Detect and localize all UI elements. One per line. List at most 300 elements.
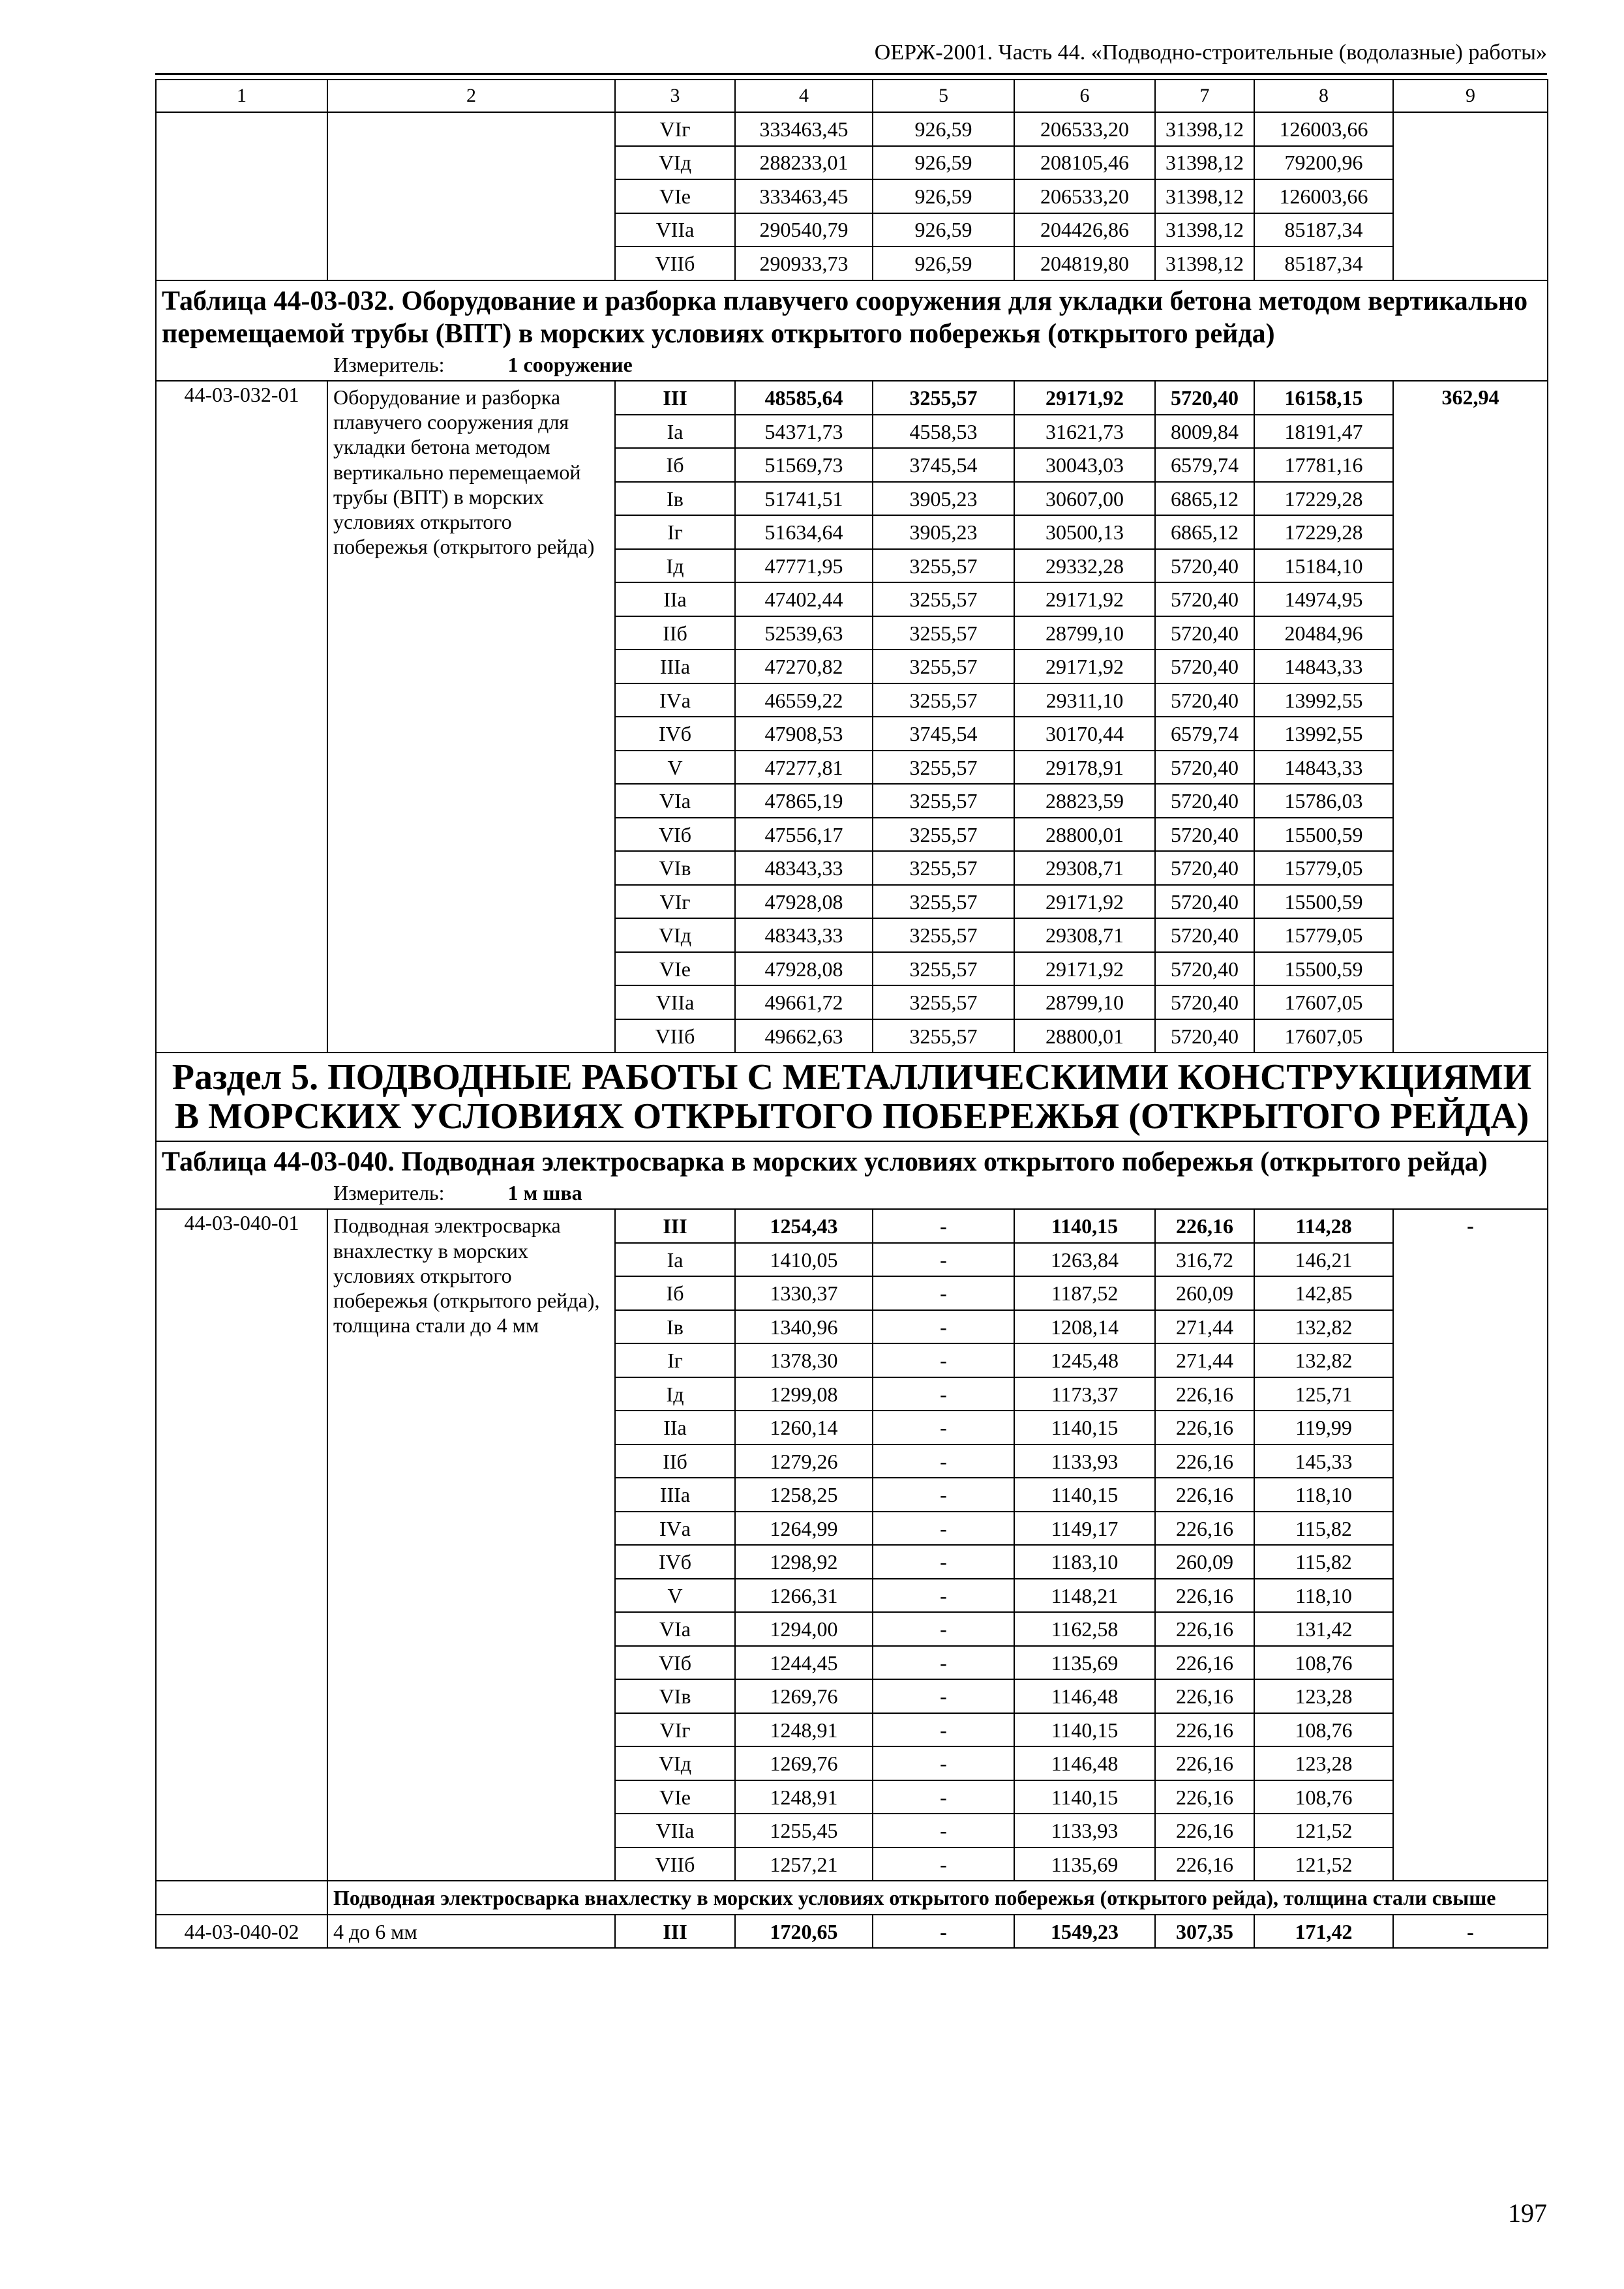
value-cell: 1133,93 — [1014, 1444, 1155, 1478]
value-cell: 5720,40 — [1155, 549, 1254, 583]
value-cell: 30500,13 — [1014, 515, 1155, 549]
value-cell: 28799,10 — [1014, 616, 1155, 650]
value-cell: V — [615, 1579, 735, 1613]
value-cell: 5720,40 — [1155, 851, 1254, 885]
col9-cell — [1393, 146, 1548, 180]
value-cell: Iг — [615, 515, 735, 549]
value-cell: VIб — [615, 818, 735, 852]
value-cell: 18191,47 — [1254, 415, 1393, 449]
value-cell: 1135,69 — [1014, 1848, 1155, 1881]
value-cell: 31621,73 — [1014, 415, 1155, 449]
column-number: 1 — [156, 80, 327, 112]
value-cell: 1720,65 — [735, 1915, 873, 1949]
value-cell: 14974,95 — [1254, 582, 1393, 616]
table-title-row — [156, 1141, 1548, 1209]
value-cell: 126003,66 — [1254, 112, 1393, 146]
value-cell: 29311,10 — [1014, 683, 1155, 717]
table-row — [156, 381, 1548, 415]
value-cell: 206533,20 — [1014, 112, 1155, 146]
value-cell: 54371,73 — [735, 415, 873, 449]
description-cell: Подводная электросварка внахлестку в морских условиях открытого побережья (открытого рейда), толщина стали до 4 мм — [327, 1209, 615, 1881]
value-cell: VIг — [615, 1713, 735, 1747]
value-cell: 17229,28 — [1254, 515, 1393, 549]
value-cell: 5720,40 — [1155, 1019, 1254, 1053]
value-cell: 46559,22 — [735, 683, 873, 717]
value-cell: 226,16 — [1155, 1377, 1254, 1411]
table-row — [156, 112, 1548, 146]
value-cell: 6865,12 — [1155, 515, 1254, 549]
value-cell: 1263,84 — [1014, 1243, 1155, 1277]
value-cell: VIIа — [615, 985, 735, 1019]
column-number: 6 — [1014, 80, 1155, 112]
value-cell: 271,44 — [1155, 1310, 1254, 1344]
value-cell: 15500,59 — [1254, 818, 1393, 852]
value-cell: 1140,15 — [1014, 1411, 1155, 1444]
value-cell: 1340,96 — [735, 1310, 873, 1344]
value-cell: 5720,40 — [1155, 582, 1254, 616]
value-cell: - — [873, 1512, 1014, 1546]
value-cell: 5720,40 — [1155, 985, 1254, 1019]
value-cell: 3255,57 — [873, 784, 1014, 818]
value-cell: 52539,63 — [735, 616, 873, 650]
code-cell — [156, 1881, 327, 1915]
value-cell: 260,09 — [1155, 1276, 1254, 1310]
value-cell: 3255,57 — [873, 918, 1014, 952]
value-cell: 1162,58 — [1014, 1612, 1155, 1646]
value-cell: 204819,80 — [1014, 247, 1155, 280]
value-cell: 13992,55 — [1254, 683, 1393, 717]
description-cell: Оборудование и разборка плавучего сооружения для укладки бетона методом вертикально перемещаемой трубы (ВПТ) в морских условиях открытого побережья (открытого рейда) — [327, 381, 615, 1053]
value-cell: - — [873, 1411, 1014, 1444]
value-cell: 118,10 — [1254, 1478, 1393, 1512]
value-cell: 5720,40 — [1155, 918, 1254, 952]
value-cell: 15779,05 — [1254, 918, 1393, 952]
value-cell: 14843,33 — [1254, 650, 1393, 683]
value-cell: 3255,57 — [873, 885, 1014, 919]
code-cell — [156, 112, 327, 146]
value-cell: 316,72 — [1155, 1243, 1254, 1277]
value-cell: 1264,99 — [735, 1512, 873, 1546]
value-cell: 108,76 — [1254, 1780, 1393, 1814]
price-table — [155, 79, 1548, 1949]
value-cell: 1140,15 — [1014, 1713, 1155, 1747]
value-cell: 1266,31 — [735, 1579, 873, 1613]
value-cell: 226,16 — [1155, 1780, 1254, 1814]
value-cell: 29171,92 — [1014, 885, 1155, 919]
value-cell: 1133,93 — [1014, 1814, 1155, 1848]
value-cell: 1146,48 — [1014, 1746, 1155, 1780]
col9-cell — [1393, 1209, 1548, 1881]
value-cell: V — [615, 751, 735, 785]
value-cell: - — [873, 1478, 1014, 1512]
value-cell: 1254,43 — [735, 1209, 873, 1243]
value-cell: - — [873, 1612, 1014, 1646]
value-cell: 226,16 — [1155, 1646, 1254, 1680]
value-cell: 926,59 — [873, 112, 1014, 146]
value-cell: IVа — [615, 683, 735, 717]
value-cell: 226,16 — [1155, 1848, 1254, 1881]
value-cell: 17607,05 — [1254, 1019, 1393, 1053]
value-cell: VIа — [615, 1612, 735, 1646]
value-cell: 226,16 — [1155, 1612, 1254, 1646]
value-cell: 145,33 — [1254, 1444, 1393, 1478]
value-cell: VIг — [615, 112, 735, 146]
table-row — [156, 1915, 1548, 1949]
value-cell: 30607,00 — [1014, 482, 1155, 516]
value-cell: 3255,57 — [873, 818, 1014, 852]
value-cell: - — [873, 1679, 1014, 1713]
page-number: 197 — [1508, 2198, 1547, 2228]
value-cell: 1245,48 — [1014, 1343, 1155, 1377]
value-cell: 3255,57 — [873, 549, 1014, 583]
value-cell: VIе — [615, 1780, 735, 1814]
value-cell: IIIа — [615, 650, 735, 683]
value-cell: 51569,73 — [735, 448, 873, 482]
code-cell — [156, 213, 327, 247]
value-cell: Iд — [615, 549, 735, 583]
value-cell: 20484,96 — [1254, 616, 1393, 650]
value-cell: 226,16 — [1155, 1478, 1254, 1512]
value-cell: IVб — [615, 1545, 735, 1579]
running-header: ОЕРЖ-2001. Часть 44. «Подводно-строительные (водолазные) работы» — [874, 40, 1547, 65]
value-cell: - — [1393, 1915, 1548, 1949]
col9-value: - — [1467, 1214, 1474, 1238]
value-cell: VIа — [615, 784, 735, 818]
description-cell — [327, 112, 615, 146]
column-number: 7 — [1155, 80, 1254, 112]
value-cell: - — [873, 1814, 1014, 1848]
value-cell: - — [873, 1848, 1014, 1881]
col9-cell — [1393, 112, 1548, 146]
value-cell: 3255,57 — [873, 985, 1014, 1019]
table-row — [156, 1209, 1548, 1243]
value-cell: 29308,71 — [1014, 918, 1155, 952]
value-cell: 15786,03 — [1254, 784, 1393, 818]
value-cell: 1279,26 — [735, 1444, 873, 1478]
value-cell: 926,59 — [873, 247, 1014, 280]
value-cell: 1208,14 — [1014, 1310, 1155, 1344]
value-cell: 31398,12 — [1155, 247, 1254, 280]
value-cell: 5720,40 — [1155, 885, 1254, 919]
value-cell: 171,42 — [1254, 1915, 1393, 1949]
value-cell: VIд — [615, 1746, 735, 1780]
value-cell: 31398,12 — [1155, 112, 1254, 146]
value-cell: IIа — [615, 1411, 735, 1444]
value-cell: VIе — [615, 179, 735, 213]
section-heading-row — [156, 1053, 1548, 1141]
value-cell: 3255,57 — [873, 683, 1014, 717]
meter-label: Измеритель: — [333, 353, 445, 377]
meter-label: Измеритель: — [333, 1181, 445, 1205]
value-cell: 30043,03 — [1014, 448, 1155, 482]
value-cell: VIв — [615, 851, 735, 885]
value-cell: 1135,69 — [1014, 1646, 1155, 1680]
value-cell: VIIб — [615, 1019, 735, 1053]
value-cell: 1244,45 — [735, 1646, 873, 1680]
table-row — [156, 247, 1548, 280]
value-cell: 47928,08 — [735, 952, 873, 986]
value-cell: 121,52 — [1254, 1814, 1393, 1848]
value-cell: - — [873, 1713, 1014, 1747]
value-cell: 3255,57 — [873, 1019, 1014, 1053]
value-cell: - — [873, 1444, 1014, 1478]
value-cell: 47402,44 — [735, 582, 873, 616]
value-cell: Iа — [615, 1243, 735, 1277]
value-cell: VIIб — [615, 1848, 735, 1881]
value-cell: 290540,79 — [735, 213, 873, 247]
value-cell: 1257,21 — [735, 1848, 873, 1881]
col9-value: 362,94 — [1441, 385, 1499, 410]
description-cell — [327, 146, 615, 180]
value-cell: 1148,21 — [1014, 1579, 1155, 1613]
value-cell: 31398,12 — [1155, 146, 1254, 180]
value-cell: 51741,51 — [735, 482, 873, 516]
value-cell: 29171,92 — [1014, 582, 1155, 616]
col9-cell — [1393, 381, 1548, 1053]
value-cell: 1410,05 — [735, 1243, 873, 1277]
value-cell: VIд — [615, 918, 735, 952]
value-cell: 1378,30 — [735, 1343, 873, 1377]
value-cell: VIе — [615, 952, 735, 986]
value-cell: 1258,25 — [735, 1478, 873, 1512]
value-cell: 85187,34 — [1254, 213, 1393, 247]
value-cell: 290933,73 — [735, 247, 873, 280]
value-cell: 146,21 — [1254, 1243, 1393, 1277]
value-cell: 1294,00 — [735, 1612, 873, 1646]
column-number: 2 — [327, 80, 615, 112]
value-cell: 208105,46 — [1014, 146, 1155, 180]
value-cell: 48343,33 — [735, 851, 873, 885]
value-cell: - — [873, 1646, 1014, 1680]
value-cell: 226,16 — [1155, 1209, 1254, 1243]
value-cell: Iв — [615, 1310, 735, 1344]
value-cell: 3255,57 — [873, 952, 1014, 986]
value-cell: Iб — [615, 448, 735, 482]
value-cell: - — [873, 1310, 1014, 1344]
value-cell: 31398,12 — [1155, 179, 1254, 213]
value-cell: 17607,05 — [1254, 985, 1393, 1019]
value-cell: 30170,44 — [1014, 717, 1155, 751]
value-cell: 4558,53 — [873, 415, 1014, 449]
value-cell: 226,16 — [1155, 1814, 1254, 1848]
value-cell: 3255,57 — [873, 381, 1014, 415]
value-cell: - — [873, 1343, 1014, 1377]
col9-cell — [1393, 247, 1548, 280]
col9-cell — [1393, 179, 1548, 213]
value-cell: 47556,17 — [735, 818, 873, 852]
value-cell: 1140,15 — [1014, 1780, 1155, 1814]
code-cell — [156, 179, 327, 213]
description-cell — [327, 247, 615, 280]
value-cell: IIб — [615, 616, 735, 650]
value-cell: 3745,54 — [873, 717, 1014, 751]
value-cell: 47771,95 — [735, 549, 873, 583]
value-cell: 5720,40 — [1155, 751, 1254, 785]
value-cell: 1248,91 — [735, 1780, 873, 1814]
value-cell: 926,59 — [873, 146, 1014, 180]
value-cell: 5720,40 — [1155, 818, 1254, 852]
value-cell: 226,16 — [1155, 1512, 1254, 1546]
value-cell: Iа — [615, 415, 735, 449]
value-cell: VIб — [615, 1646, 735, 1680]
value-cell: 260,09 — [1155, 1545, 1254, 1579]
table-row — [156, 146, 1548, 180]
value-cell: 271,44 — [1155, 1343, 1254, 1377]
value-cell: 17781,16 — [1254, 448, 1393, 482]
value-cell: - — [873, 1377, 1014, 1411]
code-cell — [156, 146, 327, 180]
value-cell: 29308,71 — [1014, 851, 1155, 885]
value-cell: 3255,57 — [873, 616, 1014, 650]
value-cell: 226,16 — [1155, 1746, 1254, 1780]
value-cell: 47277,81 — [735, 751, 873, 785]
value-cell: - — [873, 1746, 1014, 1780]
value-cell: IIIа — [615, 1478, 735, 1512]
value-cell: 1299,08 — [735, 1377, 873, 1411]
value-cell: 15779,05 — [1254, 851, 1393, 885]
value-cell: III — [615, 1915, 735, 1949]
value-cell: 119,99 — [1254, 1411, 1393, 1444]
meter-value: 1 м шва — [507, 1181, 582, 1205]
value-cell: 1140,15 — [1014, 1209, 1155, 1243]
value-cell: 5720,40 — [1155, 616, 1254, 650]
header-rule — [155, 73, 1547, 75]
value-cell: 6579,74 — [1155, 717, 1254, 751]
column-number: 3 — [615, 80, 735, 112]
value-cell: 29171,92 — [1014, 952, 1155, 986]
value-cell: VIд — [615, 146, 735, 180]
value-cell: 1298,92 — [735, 1545, 873, 1579]
meter-line — [162, 1178, 1543, 1208]
column-number: 8 — [1254, 80, 1393, 112]
value-cell: 333463,45 — [735, 112, 873, 146]
value-cell: 1146,48 — [1014, 1679, 1155, 1713]
value-cell: 1187,52 — [1014, 1276, 1155, 1310]
value-cell: 1330,37 — [735, 1276, 873, 1310]
value-cell: 6579,74 — [1155, 448, 1254, 482]
value-cell: - — [873, 1276, 1014, 1310]
description-cell — [327, 179, 615, 213]
value-cell: - — [873, 1243, 1014, 1277]
column-number: 5 — [873, 80, 1014, 112]
value-cell: 49661,72 — [735, 985, 873, 1019]
value-cell: 47270,82 — [735, 650, 873, 683]
value-cell: 142,85 — [1254, 1276, 1393, 1310]
value-cell: III — [615, 1209, 735, 1243]
value-cell: 926,59 — [873, 179, 1014, 213]
value-cell: 13992,55 — [1254, 717, 1393, 751]
value-cell: 5720,40 — [1155, 381, 1254, 415]
value-cell: 31398,12 — [1155, 213, 1254, 247]
value-cell: 123,28 — [1254, 1679, 1393, 1713]
value-cell: 15500,59 — [1254, 952, 1393, 986]
value-cell: 226,16 — [1155, 1679, 1254, 1713]
value-cell: 226,16 — [1155, 1411, 1254, 1444]
value-cell: 1269,76 — [735, 1746, 873, 1780]
meter-value: 1 сооружение — [507, 353, 633, 377]
value-cell: 1149,17 — [1014, 1512, 1155, 1546]
value-cell: 47908,53 — [735, 717, 873, 751]
code-cell: 44-03-040-01 — [156, 1209, 327, 1881]
value-cell: 108,76 — [1254, 1713, 1393, 1747]
value-cell: 17229,28 — [1254, 482, 1393, 516]
value-cell: IIа — [615, 582, 735, 616]
value-cell: - — [873, 1915, 1014, 1949]
value-cell: 5720,40 — [1155, 683, 1254, 717]
col9-cell — [1393, 213, 1548, 247]
description-cell: 4 до 6 мм — [327, 1915, 615, 1949]
value-cell: 5720,40 — [1155, 650, 1254, 683]
value-cell: 16158,15 — [1254, 381, 1393, 415]
value-cell: 115,82 — [1254, 1545, 1393, 1579]
table-title — [156, 1141, 1548, 1209]
value-cell: 8009,84 — [1155, 415, 1254, 449]
column-number: 9 — [1393, 80, 1548, 112]
value-cell: - — [873, 1545, 1014, 1579]
value-cell: Iв — [615, 482, 735, 516]
table-title-row — [156, 280, 1548, 382]
value-cell: 126003,66 — [1254, 179, 1393, 213]
value-cell: VIIб — [615, 247, 735, 280]
value-cell: 29171,92 — [1014, 650, 1155, 683]
value-cell: 3255,57 — [873, 851, 1014, 885]
value-cell: 206533,20 — [1014, 179, 1155, 213]
value-cell: 29171,92 — [1014, 381, 1155, 415]
value-cell: 47865,19 — [735, 784, 873, 818]
value-cell: 29178,91 — [1014, 751, 1155, 785]
value-cell: 131,42 — [1254, 1612, 1393, 1646]
value-cell: 926,59 — [873, 213, 1014, 247]
value-cell: VIг — [615, 885, 735, 919]
value-cell: 28799,10 — [1014, 985, 1155, 1019]
value-cell: 85187,34 — [1254, 247, 1393, 280]
value-cell: IIб — [615, 1444, 735, 1478]
value-cell: IVа — [615, 1512, 735, 1546]
value-cell: - — [873, 1780, 1014, 1814]
value-cell: 108,76 — [1254, 1646, 1393, 1680]
value-cell: 115,82 — [1254, 1512, 1393, 1546]
description-cell — [327, 213, 615, 247]
value-cell: 226,16 — [1155, 1444, 1254, 1478]
value-cell: 48585,64 — [735, 381, 873, 415]
value-cell: 3745,54 — [873, 448, 1014, 482]
value-cell: 5720,40 — [1155, 784, 1254, 818]
value-cell: 79200,96 — [1254, 146, 1393, 180]
value-cell: 15500,59 — [1254, 885, 1393, 919]
code-cell: 44-03-032-01 — [156, 381, 327, 1053]
value-cell: 125,71 — [1254, 1377, 1393, 1411]
value-cell: 28823,59 — [1014, 784, 1155, 818]
value-cell: III — [615, 381, 735, 415]
value-cell: VIIа — [615, 1814, 735, 1848]
table-title-text: Таблица 44-03-032. Оборудование и разборка плавучего сооружения для укладки бетона методом вертикально перемещаемой трубы (ВПТ) в морских условиях открытого побережья (открытого рейда) — [162, 286, 1528, 349]
section-title: Раздел 5. ПОДВОДНЫЕ РАБОТЫ С МЕТАЛЛИЧЕСКИМИ КОНСТРУКЦИЯМИ В МОРСКИХ УСЛОВИЯХ ОТКРЫТОГО ПОБЕРЕЖЬЯ (ОТКРЫТОГО РЕЙДА) — [156, 1053, 1548, 1141]
code-cell — [156, 247, 327, 280]
value-cell: - — [873, 1209, 1014, 1243]
table-row — [156, 213, 1548, 247]
value-cell: VIIа — [615, 213, 735, 247]
value-cell: 1248,91 — [735, 1713, 873, 1747]
value-cell: 1269,76 — [735, 1679, 873, 1713]
value-cell: VIв — [615, 1679, 735, 1713]
value-cell: 226,16 — [1155, 1579, 1254, 1613]
value-cell: 3255,57 — [873, 582, 1014, 616]
value-cell: Iб — [615, 1276, 735, 1310]
value-cell: 333463,45 — [735, 179, 873, 213]
value-cell: 226,16 — [1155, 1713, 1254, 1747]
value-cell: 1255,45 — [735, 1814, 873, 1848]
table-title — [156, 280, 1548, 382]
